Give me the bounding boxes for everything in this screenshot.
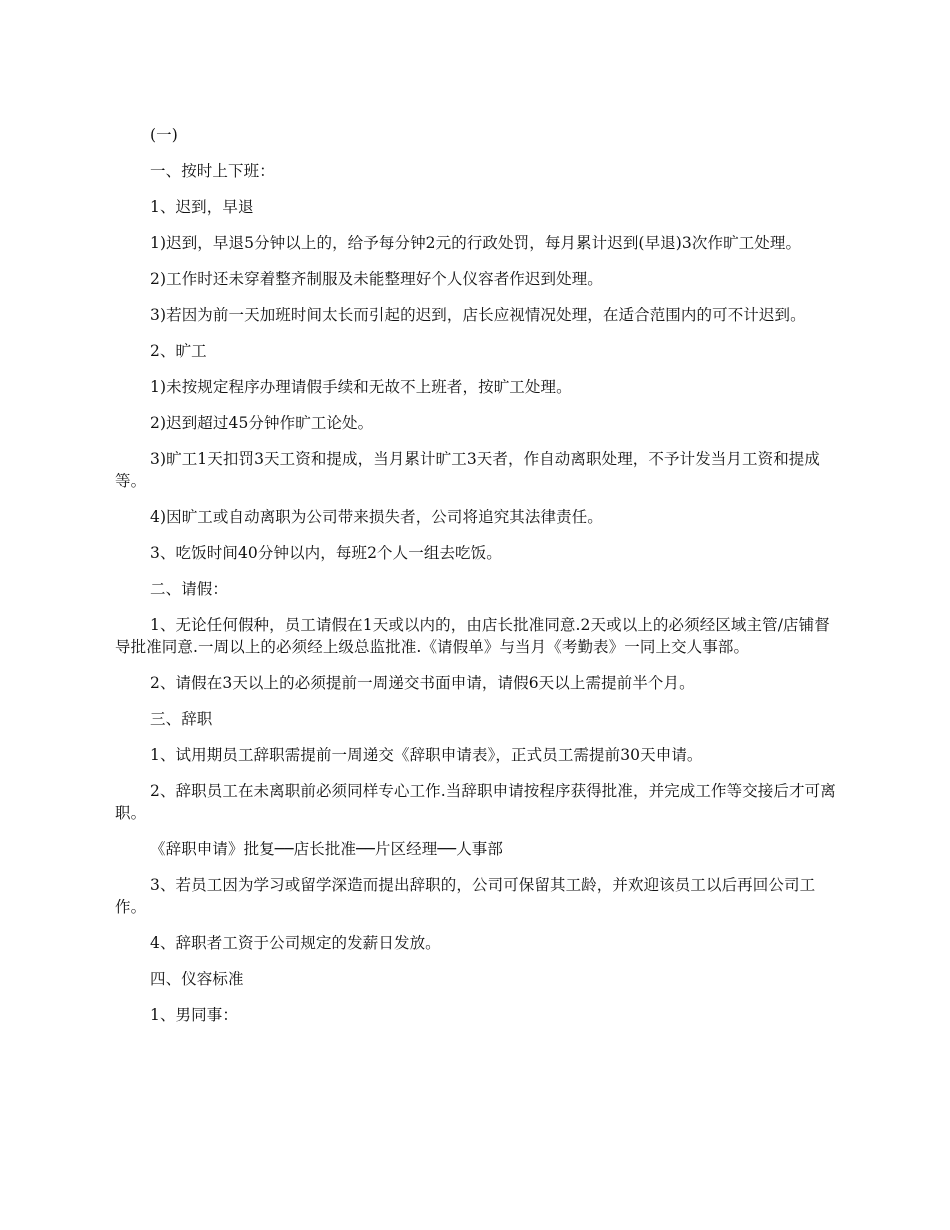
paragraph-resign-pay: 4、辞职者工资于公司规定的发薪日发放。 bbox=[150, 934, 441, 952]
paragraph-absence-penalty: 3)旷工1天扣罚3天工资和提成，当月累计旷工3天者，作自动离职处理，不予计发当月工资和提成等。 bbox=[115, 450, 820, 490]
heading-resignation: 三、辞职 bbox=[150, 710, 213, 728]
paragraph-resign-handover: 2、辞职员工在未离职前必须同样专心工作.当辞职申请按程序获得批准，并完成工作等交接后才可离职。 bbox=[115, 782, 836, 822]
document-body bbox=[115, 124, 837, 1040]
heading-leave: 二、请假： bbox=[150, 580, 229, 598]
paragraph-leave-approval: 1、无论任何假种，员工请假在1天或以内的，由店长批准同意.2天或以上的必须经区域主管/店铺督导批准同意.一周以上的必须经上级总监批准.《请假单》与当月《考勤表》一同上交人事部。 bbox=[115, 616, 830, 656]
paragraph-absence-rule: 1)未按规定程序办理请假手续和无故不上班者，按旷工处理。 bbox=[150, 378, 572, 396]
section-marker: (一) bbox=[150, 126, 178, 144]
paragraph-legal: 4)因旷工或自动离职为公司带来损失者，公司将追究其法律责任。 bbox=[150, 508, 603, 526]
paragraph-overtime: 3)若因为前一天加班时间太长而引起的迟到，店长应视情况处理，在适合范围内的可不计迟到。 bbox=[150, 306, 806, 324]
heading-punctuality: 一、按时上下班： bbox=[150, 162, 275, 180]
paragraph-uniform: 2)工作时还未穿着整齐制服及未能整理好个人仪容者作迟到处理。 bbox=[150, 270, 603, 288]
paragraph-resign-flow: 《辞职申请》批复──店长批准──片区经理──人事部 bbox=[150, 840, 503, 858]
heading-appearance: 四、仪容标准 bbox=[150, 970, 244, 988]
paragraph-late-penalty: 1)迟到，早退5分钟以上的，给予每分钟2元的行政处罚，每月累计迟到(早退)3次作旷工处理。 bbox=[150, 234, 802, 252]
subheading-male-staff: 1、男同事： bbox=[150, 1006, 238, 1024]
paragraph-late-45: 2)迟到超过45分钟作旷工论处。 bbox=[150, 414, 374, 432]
paragraph-meal-time: 3、吃饭时间40分钟以内，每班2个人一组去吃饭。 bbox=[150, 544, 502, 562]
subheading-absence: 2、旷工 bbox=[150, 342, 207, 360]
paragraph-leave-notice: 2、请假在3天以上的必须提前一周递交书面申请，请假6天以上需提前半个月。 bbox=[150, 674, 695, 692]
paragraph-resign-study: 3、若员工因为学习或留学深造而提出辞职的，公司可保留其工龄，并欢迎该员工以后再回公司工作。 bbox=[115, 876, 816, 916]
subheading-late-early: 1、迟到，早退 bbox=[150, 198, 254, 216]
paragraph-resign-notice: 1、试用期员工辞职需提前一周递交《辞职申请表》，正式员工需提前30天申请。 bbox=[150, 746, 703, 764]
